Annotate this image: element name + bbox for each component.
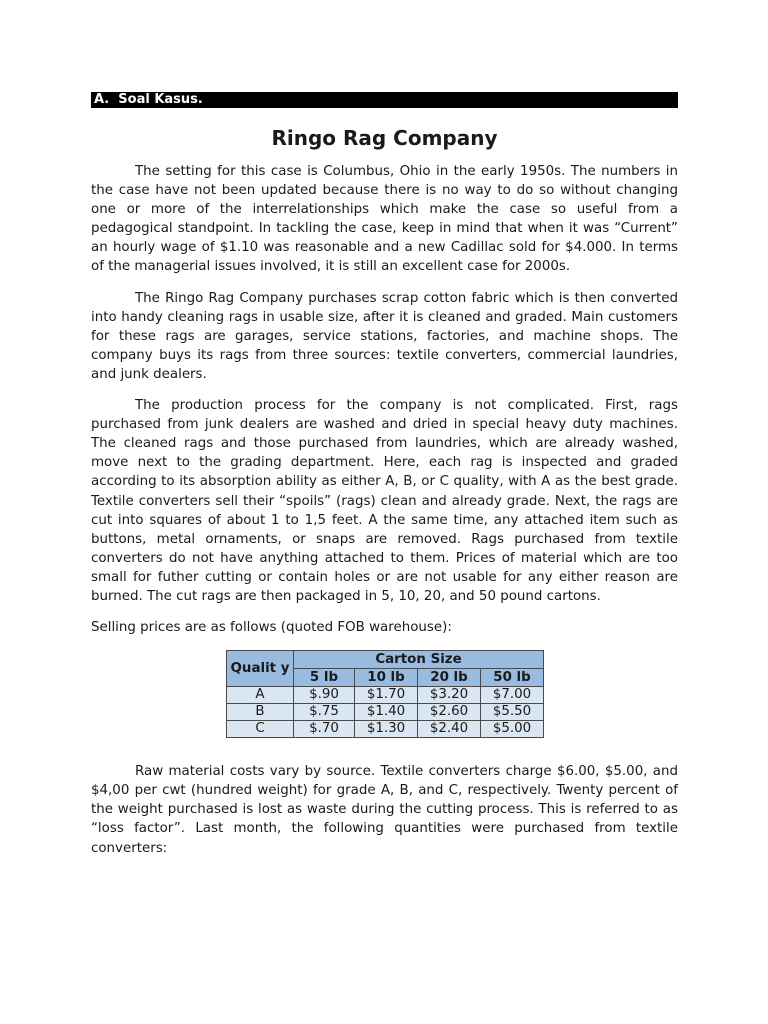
carton-size-header: Carton Size	[294, 651, 544, 669]
price-cell: $1.30	[355, 721, 418, 738]
price-cell: $7.00	[481, 687, 544, 704]
size-header: 20 lb	[418, 669, 481, 687]
size-header: 10 lb	[355, 669, 418, 687]
paragraph-setting: The setting for this case is Columbus, Ohio in the early 1950s. The numbers in the case have not been updated because there is no way to do so without changing one or more of the interrelationships which make the case so useful from a pedagogical standpoint. In tackling the case, keep in mind that when it was “Current” an hourly wage of $1.10 was reasonable and a new Cadillac sold for $4.000. In terms of the managerial issues involved, it is still an excellent case for 2000s.	[91, 164, 678, 275]
price-cell: $3.20	[418, 687, 481, 704]
price-cell: $.75	[294, 704, 355, 721]
price-cell: $2.60	[418, 704, 481, 721]
price-cell: $.90	[294, 687, 355, 704]
price-table	[226, 650, 544, 738]
quality-cell: B	[227, 704, 294, 721]
price-cell: $1.70	[355, 687, 418, 704]
size-header: 5 lb	[294, 669, 355, 687]
table-row	[227, 704, 544, 721]
quality-cell: A	[227, 687, 294, 704]
table-header-row	[227, 651, 544, 669]
document-page	[91, 92, 678, 870]
price-table-container	[226, 650, 678, 738]
price-cell: $5.00	[481, 721, 544, 738]
quality-cell: C	[227, 721, 294, 738]
price-cell: $2.40	[418, 721, 481, 738]
paragraph-company: The Ringo Rag Company purchases scrap cotton fabric which is then converted into handy cleaning rags in usable size, after it is cleaned and graded. Main customers for these rags are garages, service stations, factories, and machine shops. The company buys its rags from three sources: textile converters, commercial laundries, and junk dealers.	[91, 290, 678, 382]
price-cell: $1.40	[355, 704, 418, 721]
price-cell: $5.50	[481, 704, 544, 721]
size-header: 50 lb	[481, 669, 544, 687]
paragraph-selling-prices: Selling prices are as follows (quoted FOB warehouse):	[91, 620, 452, 636]
price-cell: $.70	[294, 721, 355, 738]
paragraph-raw-material: Raw material costs vary by source. Textile converters charge $6.00, $5.00, and $4,00 per cwt (hundred weight) for grade A, B, and C, respectively. Twenty percent of the weight purchased is lost as waste during the cutting process. This is referred to as “loss factor”. Last month, the following quantities were purchased from textile converters:	[91, 764, 678, 856]
table-row	[227, 721, 544, 738]
table-row	[227, 687, 544, 704]
paragraph-production: The production process for the company is not complicated. First, rags purchased from junk dealers are washed and dried in special heavy duty machines. The cleaned rags and those purchased from laundries, which are already washed, move next to the grading department. Here, each rag is inspected and graded according to its absorption ability as either A, B, or C quality, with A as the best grade. Textile converters sell their “spoils” (rags) clean and already grade. Next, the rags are cut into squares of about 1 to 1,5 feet. A the same time, any attached item such as buttons, metal ornaments, or snaps are removed. Rags purchased from textile converters do not have anything attached to them. Prices of material which are too small for futher cutting or contain holes or are not usable for any either reason are burned. The cut rags are then packaged in 5, 10, 20, and 50 pound cartons.	[91, 398, 678, 604]
document-title: Ringo Rag Company	[271, 126, 498, 150]
quality-header: Qualit y	[227, 651, 294, 687]
section-heading: A. Soal Kasus.	[91, 92, 678, 108]
